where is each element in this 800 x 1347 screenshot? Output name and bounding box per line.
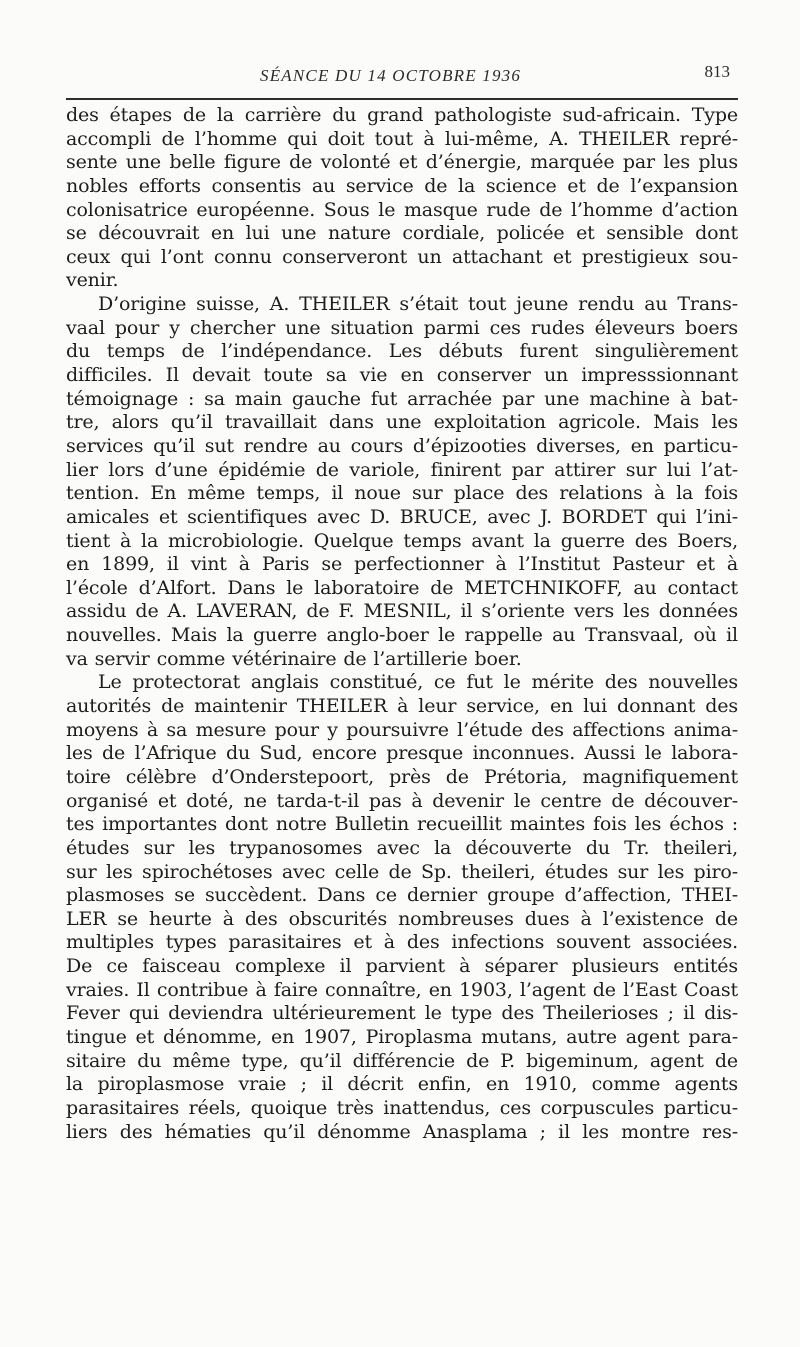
text-line: lier lors d’une épidémie de variole, finirent par attirer sur lui l’at- [66, 458, 738, 481]
text-line: Fever qui deviendra ultérieurement le type des Theilerioses ; il dis- [66, 1002, 738, 1025]
text-line: sur les spirochétoses avec celle de Sp. theileri, études sur les piro- [66, 860, 738, 883]
text-line: liers des hématies qu’il dénomme Anasplama ; il les montre res- [66, 1120, 738, 1143]
text-line: organisé et doté, ne tarda-t-il pas à devenir le centre de découver- [66, 789, 738, 812]
text-line: en 1899, il vint à Paris se perfectionner à l’Institut Pasteur et à [66, 553, 738, 576]
text-line: D’origine suisse, A. THEILER s’était tout jeune rendu au Trans- [98, 293, 738, 316]
text-line: nouvelles. Mais la guerre anglo-boer le rappelle au Transvaal, où il [66, 624, 738, 647]
text-line: témoignage : sa main gauche fut arrachée par une machine à bat- [66, 387, 738, 410]
text-line: l’école d’Alfort. Dans le laboratoire de METCHNIKOFF, au contact [66, 576, 738, 599]
text-line: va servir comme vétérinaire de l’artillerie boer. [66, 647, 522, 670]
text-line: difficiles. Il devait toute sa vie en conserver un impresssionnant [66, 364, 738, 387]
text-line: colonisatrice européenne. Sous le masque rude de l’homme d’action [66, 198, 738, 221]
text-line: tention. En même temps, il noue sur place des relations à la fois [66, 482, 738, 505]
text-line: sente une belle figure de volonté et d’énergie, marquée par les plus [66, 151, 738, 174]
text-line: accompli de l’homme qui doit tout à lui-même, A. THEILER repré- [66, 127, 738, 150]
text-line: nobles efforts consentis au service de la science et de l’expansion [66, 174, 738, 197]
text-line: services qu’il sut rendre au cours d’épizooties diverses, en particu- [66, 434, 738, 457]
text-line: tingue et dénomme, en 1907, Piroplasma mutans, autre agent para- [66, 1025, 738, 1048]
text-line: assidu de A. LAVERAN, de F. MESNIL, il s’oriente vers les données [66, 600, 738, 623]
text-line: venir. [66, 269, 119, 292]
text-line: plasmoses se succèdent. Dans ce dernier groupe d’affection, THEI- [66, 884, 738, 907]
text-line: Le protectorat anglais constitué, ce fut le mérite des nouvelles [98, 671, 738, 694]
text-line: parasitaires réels, quoique très inattendus, ces corpuscules particu- [66, 1096, 738, 1119]
text-line: les de l’Afrique du Sud, encore presque inconnues. Aussi le labora- [66, 742, 738, 765]
text-line: LER se heurte à des obscurités nombreuses dues à l’existence de [66, 907, 738, 930]
text-line: tes importantes dont notre Bulletin recueillit maintes fois les échos : [66, 813, 738, 836]
text-line: De ce faisceau complexe il parvient à séparer plusieurs entités [66, 955, 738, 978]
header-rule [66, 98, 738, 100]
text-line: se découvrait en lui une nature cordiale, policée et sensible dont [66, 222, 738, 245]
text-line: du temps de l’indépendance. Les débuts furent singulièrement [66, 340, 738, 363]
text-line: vraies. Il contribue à faire connaître, en 1903, l’agent de l’East Coast [66, 978, 738, 1001]
text-line: tre, alors qu’il travaillait dans une exploitation agricole. Mais les [66, 411, 738, 434]
text-line: moyens à sa mesure pour y poursuivre l’étude des affections anima- [66, 718, 738, 741]
text-line: multiples types parasitaires et à des infections souvent associées. [66, 931, 738, 954]
body-text [66, 104, 738, 1144]
text-line: amicales et scientifiques avec D. BRUCE, avec J. BORDET qui l’ini- [66, 505, 738, 528]
text-line: toire célèbre d’Onderstepoort, près de Prétoria, magnifiquement [66, 765, 738, 788]
running-head: SÉANCE DU 14 OCTOBRE 1936 [260, 66, 522, 85]
text-line: vaal pour y chercher une situation parmi ces rudes éleveurs boers [66, 316, 738, 339]
text-line: tient à la microbiologie. Quelque temps avant la guerre des Boers, [66, 529, 738, 552]
text-line: des étapes de la carrière du grand pathologiste sud-africain. Type [66, 104, 738, 126]
text-line: autorités de maintenir THEILER à leur service, en lui donnant des [66, 695, 738, 718]
text-line: sitaire du même type, qu’il différencie de P. bigeminum, agent de [66, 1049, 738, 1072]
text-line: ceux qui l’ont connu conserveront un attachant et prestigieux sou- [66, 245, 738, 268]
text-line: la piroplasmose vraie ; il décrit enfin, en 1910, comme agents [66, 1073, 738, 1096]
page-number: 813 [704, 62, 730, 81]
text-line: études sur les trypanosomes avec la découverte du Tr. theileri, [66, 836, 738, 859]
